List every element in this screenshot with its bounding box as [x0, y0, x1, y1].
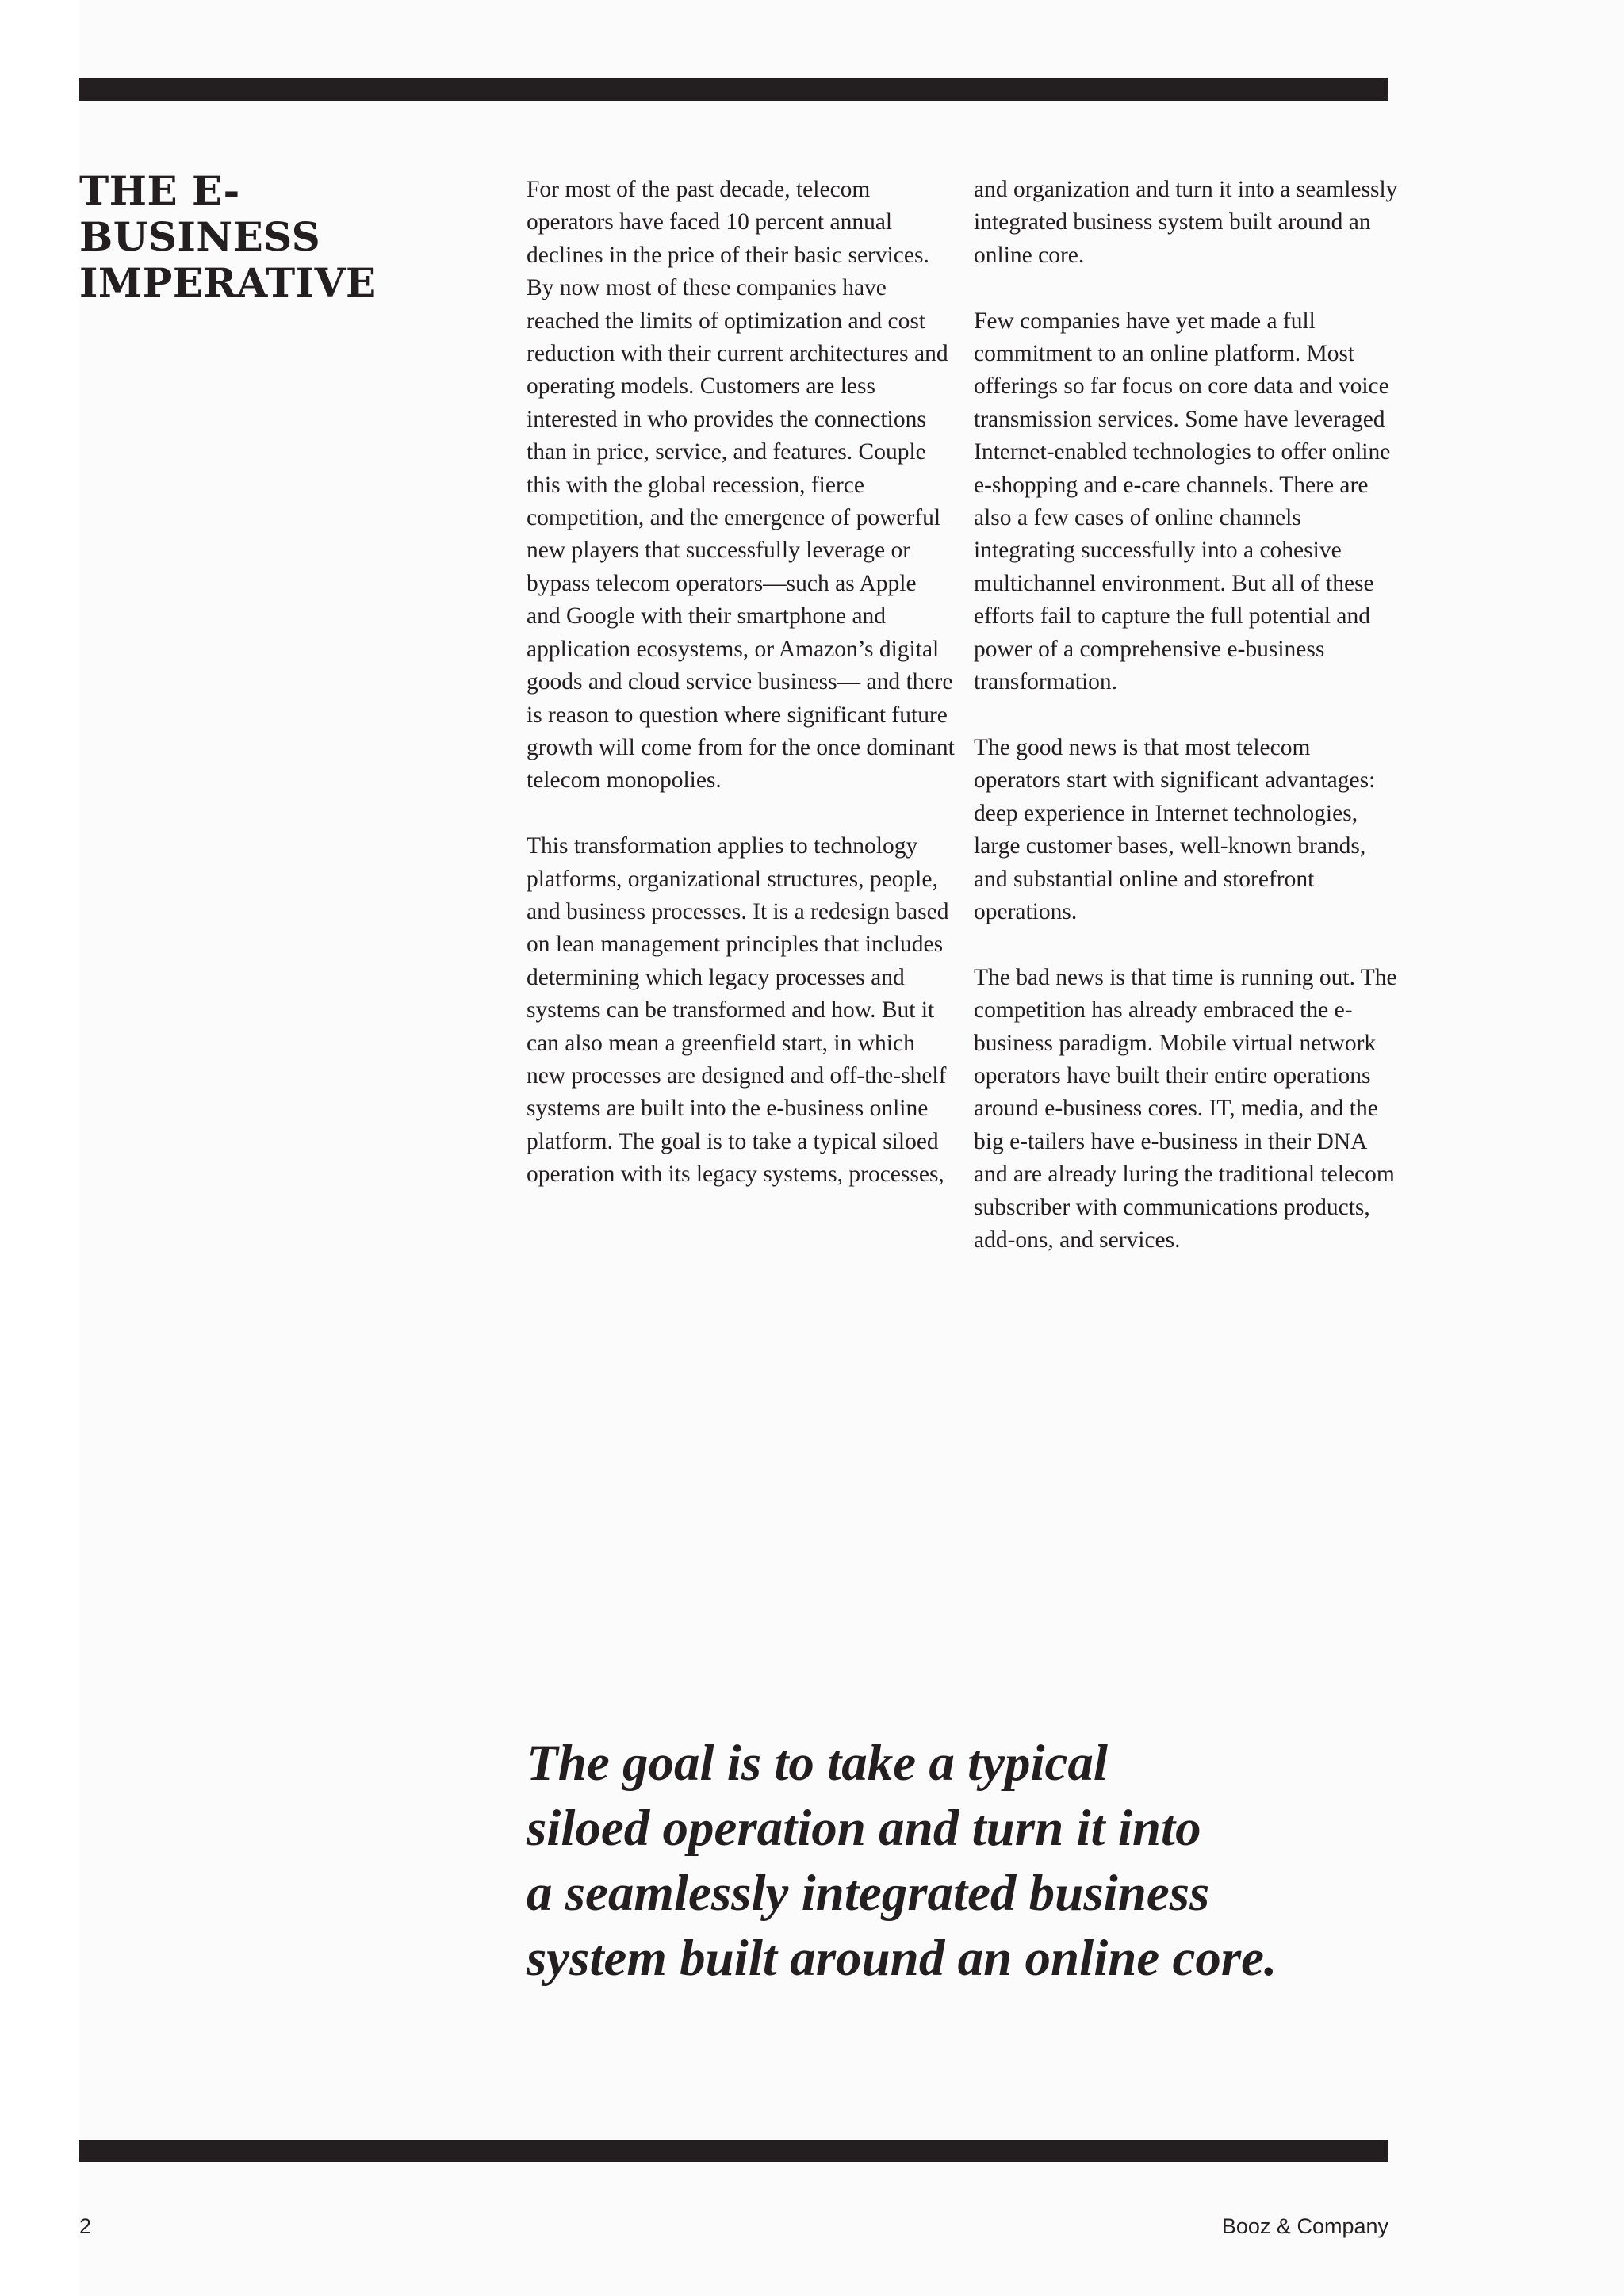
pull-quote-line-2: siloed operation and turn it into — [527, 1800, 1201, 1857]
body-column-left — [527, 174, 955, 1224]
section-title — [79, 168, 476, 306]
pull-quote-line-3: a seamlessly integrated business — [527, 1865, 1210, 1922]
body-paragraph: Few companies have yet made a full commitment to an online platform. Most offerings so far focus on core data and voice transmission services. Some have leveraged Internet-enabled technologies to offer online e-shopping and e-care channels. There are also a few cases of online channels integrating successfully into a cohesive multichannel environment. But all of these efforts fail to capture the full potential and power of a comprehensive e-business transformation. — [974, 308, 1391, 695]
bottom-rule — [79, 2140, 1388, 2162]
body-paragraph: The bad news is that time is running out. The competition has already embraced the e-business paradigm. Mobile virtual network operators have built their entire operations around e-business cores. IT, media, and the big e-tailers have e-business in their DNA and are already luring the traditional telecom subscriber with communications products, add-ons, and services. — [974, 964, 1397, 1253]
page-number: 2 — [79, 2214, 92, 2238]
pull-quote — [527, 1731, 1399, 1991]
body-paragraph: The good news is that most telecom operators start with significant advantages: deep experience in Internet technologies, large customer bases, well-known brands, and substantial online and storefront operations. — [974, 734, 1376, 924]
section-title-line-1: THE E-BUSINESS — [79, 167, 321, 260]
pull-quote-line-4: system built around an online core. — [527, 1930, 1277, 1987]
section-title-line-2: IMPERATIVE — [79, 259, 377, 306]
body-paragraph: For most of the past decade, telecom operators have faced 10 percent annual declines in the price of their basic services. By now most of these companies have reached the limits of optimization and cost reduction with their current architectures and operating models. Customers are less interested in who provides the connections than in price, service, and features. Couple this with the global recession, fierce competition, and the emergence of powerful new players that successfully leverage or bypass telecom operators—such as Apple and Google with their smartphone and application ecosystems, or Amazon’s digital goods and cloud service business— and there is reason to question where significant future growth will come from for the once dominant telecom monopolies. — [527, 177, 955, 794]
top-rule — [79, 78, 1388, 101]
footer-brand: Booz & Company — [1221, 2214, 1388, 2238]
body-paragraph: This transformation applies to technology platforms, organizational structures, people, and business processes. It is a redesign based on lean management principles that includes determining which legacy processes and systems can be transformed and how. But it can also mean a greenfield start, in which new processes are designed and off-the-shelf systems are built into the e-business online platform. The goal is to take a typical siloed operation with its legacy systems, processes, — [527, 833, 949, 1188]
body-paragraph: and organization and turn it into a seamlessly integrated business system built around an online core. — [974, 177, 1398, 268]
body-column-right — [974, 174, 1402, 1290]
pull-quote-line-1: The goal is to take a typical — [527, 1735, 1108, 1792]
